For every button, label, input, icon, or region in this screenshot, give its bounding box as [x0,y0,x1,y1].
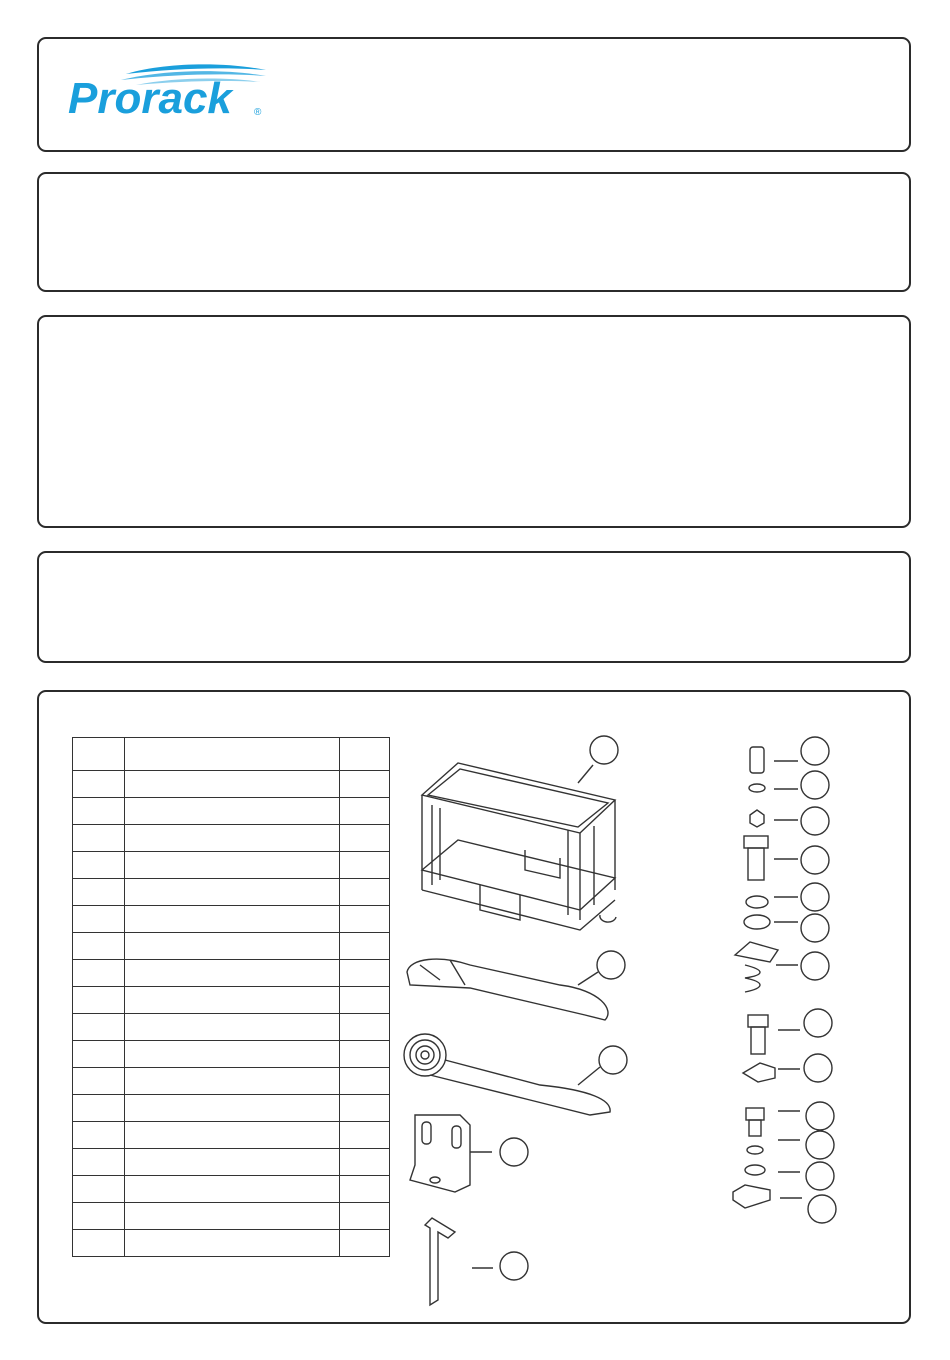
bracket-drawing [410,1115,492,1192]
hex-key-drawing [425,1218,493,1305]
logo-wordmark: Prorack [68,74,232,123]
leader-lines [774,761,802,1198]
registered-mark: ® [254,107,262,118]
ratchet-strap-drawing [407,959,608,1020]
battery-box-drawing [422,763,616,930]
hardware-drawings [733,747,778,1208]
coiled-strap-drawing [404,1034,610,1115]
